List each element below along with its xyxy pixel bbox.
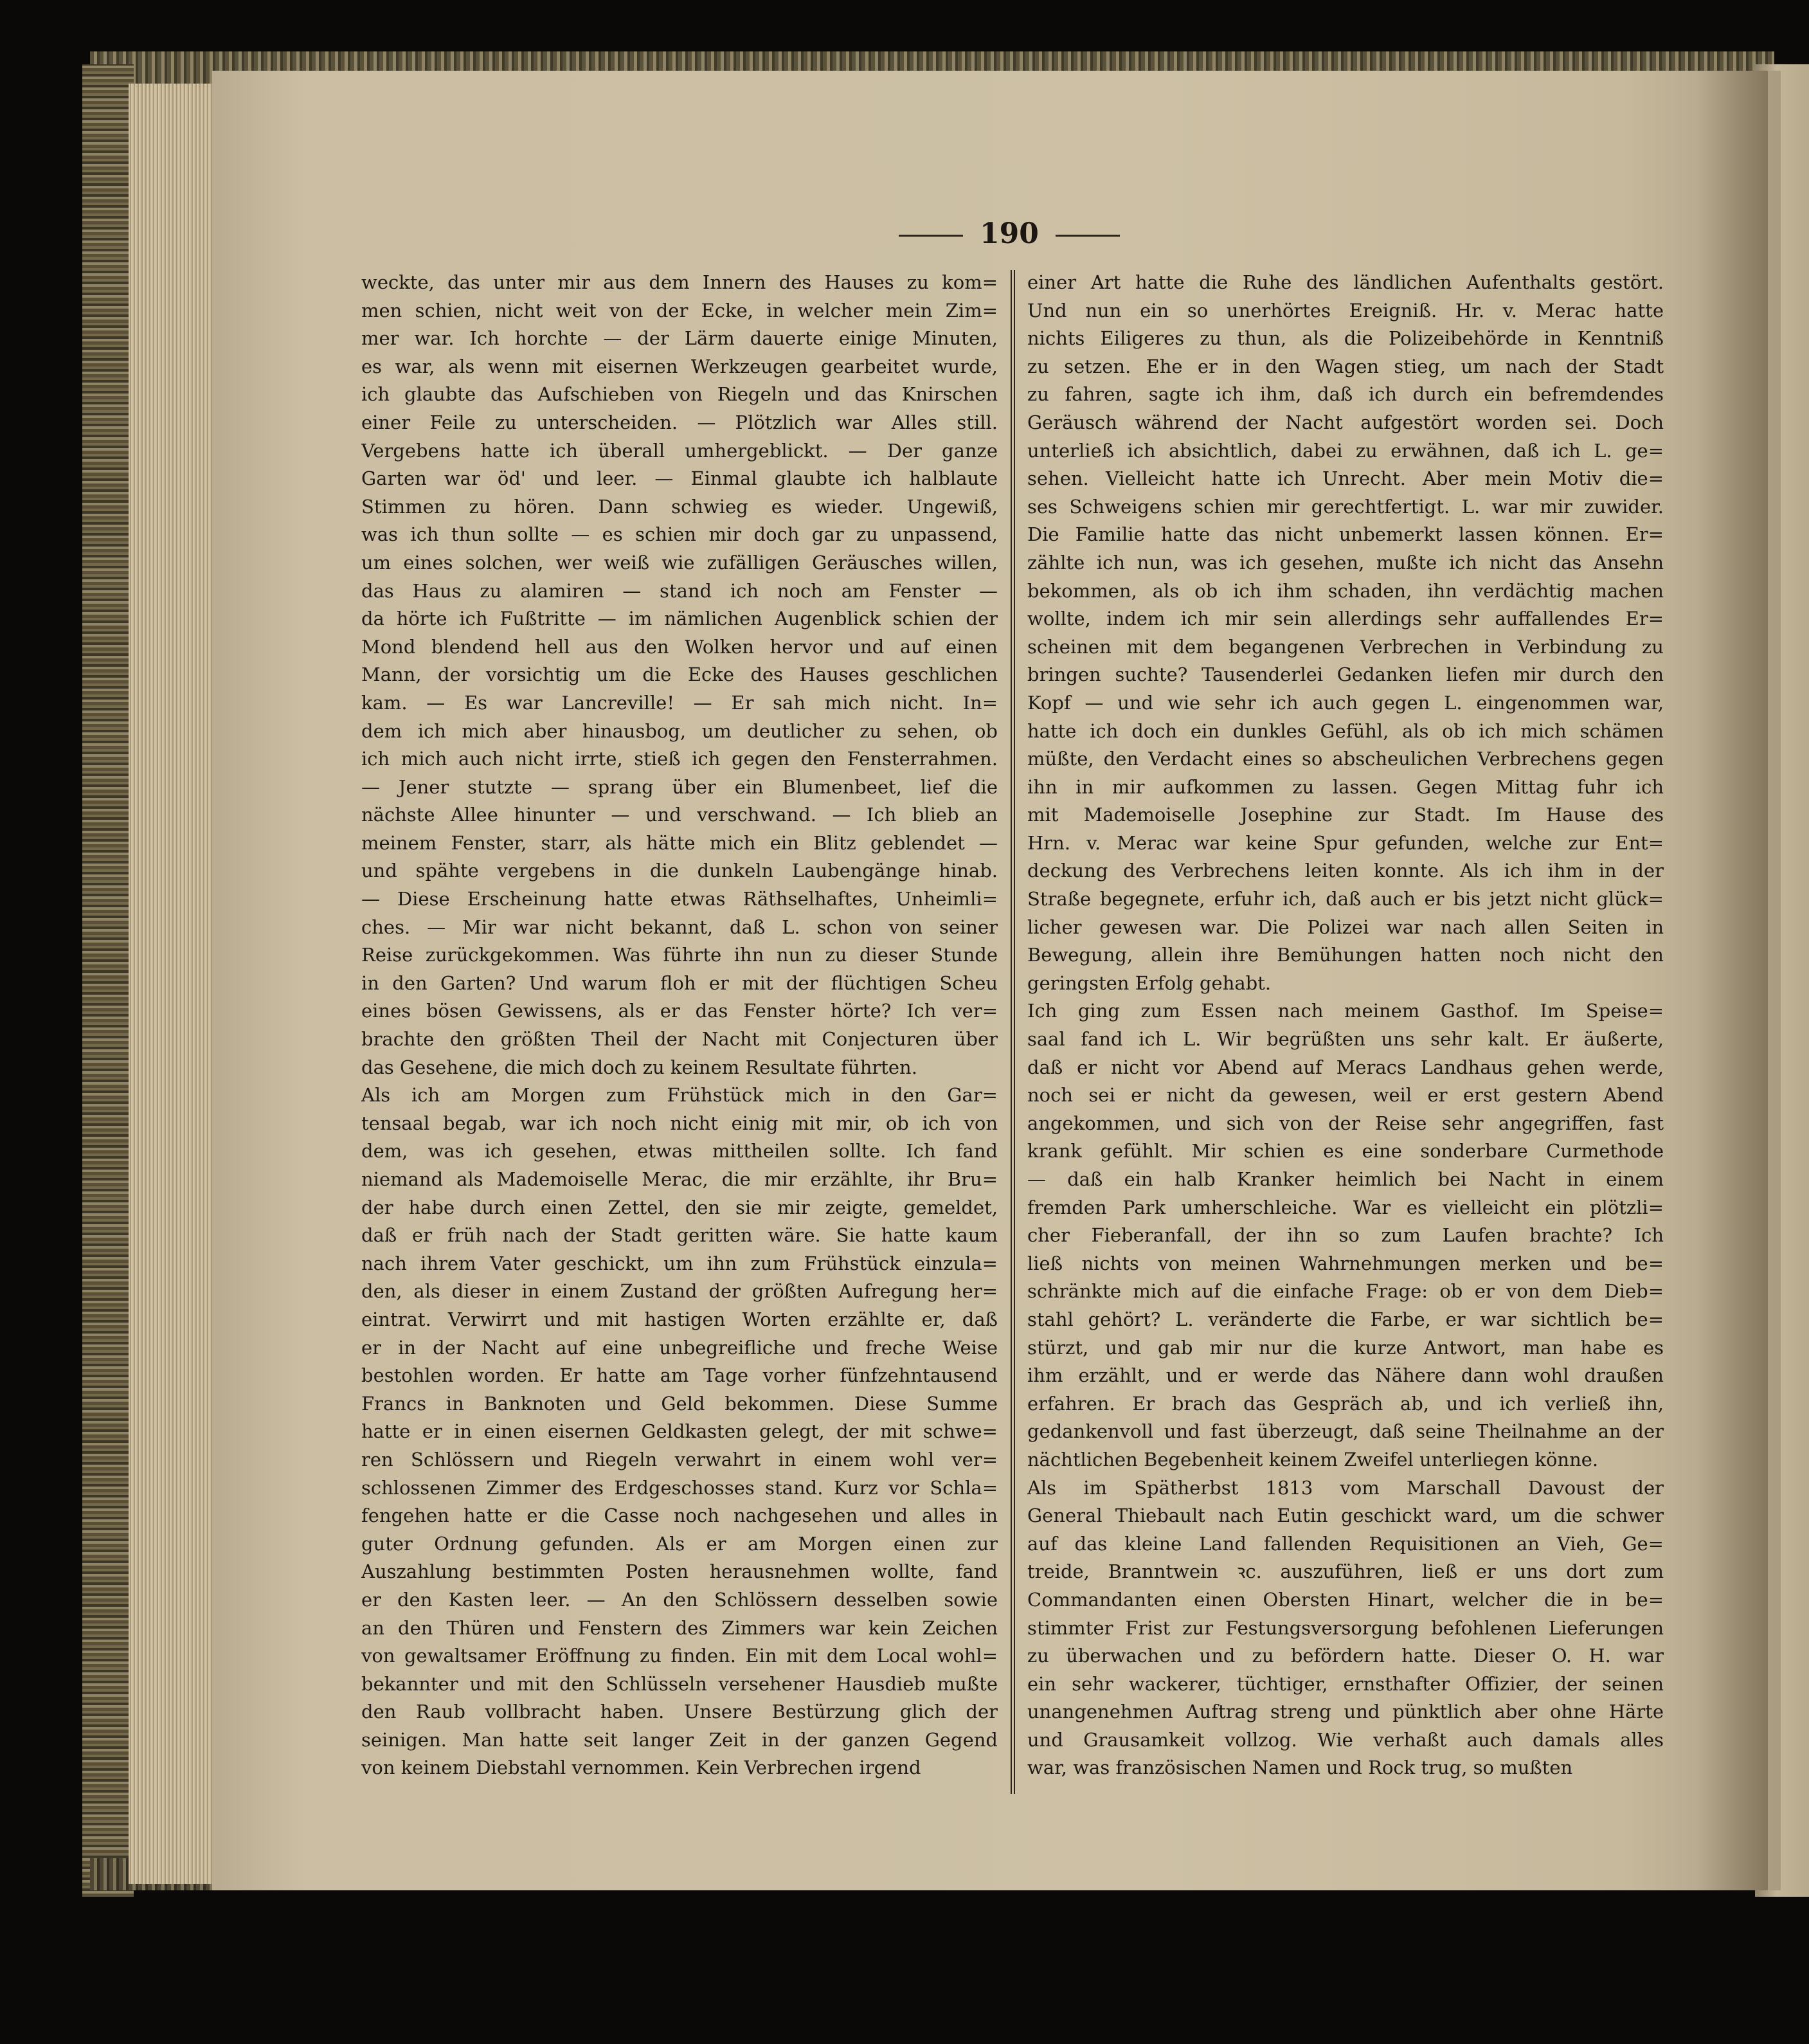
text-line: daß er früh nach der Stadt geritten wäre. Sie hatte kaum bbox=[361, 1224, 998, 1247]
text-line: mit Mademoiselle Josephine zur Stadt. Im Hause des bbox=[1027, 804, 1664, 826]
text-line: weckte, das unter mir aus dem Innern des Hauses zu kom= bbox=[361, 271, 998, 293]
text-line: Und nun ein so unerhörtes Ereigniß. Hr. v. Merac hatte bbox=[1027, 299, 1664, 321]
text-line: Reise zurückgekommen. Was führte ihn nun zu dieser Stunde bbox=[361, 944, 998, 966]
text-line: brachte den größten Theil der Nacht mit Conjecturen über bbox=[361, 1028, 998, 1051]
header-rule-right bbox=[1056, 235, 1120, 237]
text-line: nächtlichen Begebenheit keinem Zweifel unterliegen könne. bbox=[1027, 1448, 1599, 1470]
text-line: ließ nichts von meinen Wahrnehmungen merken und be= bbox=[1027, 1252, 1664, 1274]
text-line: einer Feile zu unterscheiden. — Plötzlich war Alles still. bbox=[361, 411, 998, 433]
text-line: General Thiebault nach Eutin geschickt ward, um die schwer bbox=[1027, 1505, 1664, 1527]
text-line: Auszahlung bestimmten Posten herausnehmen wollte, fand bbox=[361, 1560, 998, 1583]
text-line: krank gefühlt. Mir schien es eine sonderbare Curmethode bbox=[1027, 1140, 1664, 1162]
text-line: ich glaubte das Aufschieben von Riegeln und das Knirschen bbox=[361, 383, 998, 406]
text-line: geringsten Erfolg gehabt. bbox=[1027, 972, 1272, 994]
text-line: Stimmen zu hören. Dann schwieg es wieder. Ungewiß, bbox=[361, 495, 998, 518]
text-line: — daß ein halb Kranker heimlich bei Nacht in einem bbox=[1027, 1168, 1664, 1190]
text-line: bringen suchte? Tausenderlei Gedanken liefen mir durch den bbox=[1027, 664, 1664, 686]
text-line: bekannter und mit den Schlüsseln versehener Hausdieb mußte bbox=[361, 1672, 998, 1695]
text-line: an den Thüren und Fenstern des Zimmers war kein Zeichen bbox=[361, 1616, 998, 1639]
text-line: den, als dieser in einem Zustand der größten Aufregung her= bbox=[361, 1280, 998, 1303]
text-line: daß er nicht vor Abend auf Meracs Landhaus gehen werde, bbox=[1027, 1056, 1664, 1078]
text-line: wollte, indem ich mir sein allerdings sehr auffallendes Er= bbox=[1027, 608, 1664, 630]
text-line: Geräusch während der Nacht aufgestört worden sei. Doch bbox=[1027, 411, 1664, 433]
text-line: müßte, den Verdacht eines so abscheulichen Verbrechens gegen bbox=[1027, 748, 1664, 770]
text-line: dem, was ich gesehen, etwas mittheilen sollte. Ich fand bbox=[361, 1140, 998, 1162]
text-line: — Diese Erscheinung hatte etwas Räthselhaftes, Unheimli= bbox=[361, 888, 998, 910]
text-line: eintrat. Verwirrt und mit hastigen Worten erzählte er, daß bbox=[361, 1308, 998, 1330]
text-line: auf das kleine Land fallenden Requisitionen an Vieh, Ge= bbox=[1027, 1532, 1664, 1555]
text-line: Mann, der vorsichtig um die Ecke des Hauses geschlichen bbox=[361, 664, 998, 686]
text-line: hatte er in einen eisernen Geldkasten gelegt, der mit schwe= bbox=[361, 1420, 998, 1443]
text-line: von keinem Diebstahl vernommen. Kein Verbrechen irgend bbox=[361, 1757, 921, 1779]
text-line: ses Schweigens schien mir gerechtfertigt. L. war mir zuwider. bbox=[1027, 495, 1664, 518]
text-line: noch sei er nicht da gewesen, weil er erst gestern Abend bbox=[1027, 1084, 1664, 1107]
text-line: stahl gehört? L. veränderte die Farbe, er war sichtlich be= bbox=[1027, 1308, 1664, 1330]
text-line: schränkte mich auf die einfache Frage: ob er von dem Dieb= bbox=[1027, 1280, 1664, 1303]
text-line: meinem Fenster, starr, als hätte mich ein Blitz geblendet — bbox=[361, 831, 998, 854]
text-line: von gewaltsamer Eröffnung zu finden. Ein mit dem Local wohl= bbox=[361, 1645, 998, 1667]
text-line: in den Garten? Und warum floh er mit der flüchtigen Scheu bbox=[361, 972, 998, 994]
text-line: und Grausamkeit vollzog. Wie verhaßt auch damals alles bbox=[1027, 1728, 1664, 1751]
text-line: erfahren. Er brach das Gespräch ab, und ich verließ ihn, bbox=[1027, 1392, 1664, 1415]
text-column-left bbox=[361, 269, 998, 1782]
text-line: fengehen hatte er die Casse noch nachgesehen und alles in bbox=[361, 1505, 998, 1527]
text-line: Kopf — und wie sehr ich auch gegen L. eingenommen war, bbox=[1027, 691, 1664, 714]
text-line: das Haus zu alamiren — stand ich noch am Fenster — bbox=[361, 579, 998, 602]
text-line: was ich thun sollte — es schien mir doch gar zu unpassend, bbox=[361, 523, 998, 546]
text-line: fremden Park umherschleiche. War es vielleicht ein plötzli= bbox=[1027, 1196, 1664, 1218]
column-divider bbox=[1011, 270, 1015, 1794]
text-line: es war, als wenn mit eisernen Werkzeugen gearbeitet wurde, bbox=[361, 355, 998, 377]
text-line: nächste Allee hinunter — und verschwand. — Ich blieb an bbox=[361, 804, 998, 826]
text-line: Francs in Banknoten und Geld bekommen. Diese Summe bbox=[361, 1392, 998, 1415]
text-line: niemand als Mademoiselle Merac, die mir erzählte, ihr Bru= bbox=[361, 1168, 998, 1190]
text-line: Als ich am Morgen zum Frühstück mich in den Gar= bbox=[361, 1084, 998, 1107]
page-stack-edges bbox=[129, 84, 219, 1884]
page-header bbox=[881, 217, 1138, 256]
text-line: zu überwachen und zu befördern hatte. Dieser O. H. war bbox=[1027, 1645, 1664, 1667]
text-line: Commandanten einen Obersten Hinart, welcher die in be= bbox=[1027, 1588, 1664, 1611]
text-line: nichts Eiligeres zu thun, als die Polizeibehörde in Kenntniß bbox=[1027, 327, 1664, 350]
text-line: zu setzen. Ehe er in den Wagen stieg, um nach der Stadt bbox=[1027, 355, 1664, 377]
text-line: und spähte vergebens in die dunkeln Laubengänge hinab. bbox=[361, 860, 998, 882]
text-line: ches. — Mir war nicht bekannt, daß L. schon von seiner bbox=[361, 916, 998, 938]
text-line: unangenehmen Auftrag streng und pünktlich aber ohne Härte bbox=[1027, 1701, 1664, 1723]
text-line: der habe durch einen Zettel, den sie mir zeigte, gemeldet, bbox=[361, 1196, 998, 1218]
text-line: er den Kasten leer. — An den Schlössern desselben sowie bbox=[361, 1588, 998, 1611]
text-line: hatte ich doch ein dunkles Gefühl, als ob ich mich schämen bbox=[1027, 719, 1664, 742]
text-line: eines bösen Gewissens, als er das Fenster hörte? Ich ver= bbox=[361, 1000, 998, 1022]
text-line: um eines solchen, wer weiß wie zufälligen Geräusches willen, bbox=[361, 551, 998, 574]
text-line: er in der Nacht auf eine unbegreifliche und freche Weise bbox=[361, 1336, 998, 1359]
text-line: nach ihrem Vater geschickt, um ihn zum Frühstück einzula= bbox=[361, 1252, 998, 1274]
text-line: Hrn. v. Merac war keine Spur gefunden, welche zur Ent= bbox=[1027, 831, 1664, 854]
text-line: saal fand ich L. Wir begrüßten uns sehr kalt. Er äußerte, bbox=[1027, 1028, 1664, 1051]
text-line: einer Art hatte die Ruhe des ländlichen Aufenthalts gestört. bbox=[1027, 271, 1664, 293]
text-line: ich mich auch nicht irrte, stieß ich gegen den Fensterrahmen. bbox=[361, 748, 998, 770]
text-line: mer war. Ich horchte — der Lärm dauerte einige Minuten, bbox=[361, 327, 998, 350]
text-line: licher gewesen war. Die Polizei war nach allen Seiten in bbox=[1027, 916, 1664, 938]
text-line: — Jener stutzte — sprang über ein Blumenbeet, lief die bbox=[361, 775, 998, 798]
text-line: zählte ich nun, was ich gesehen, mußte ich nicht das Ansehn bbox=[1027, 551, 1664, 574]
text-line: zu fahren, sagte ich ihm, daß ich durch ein befremdendes bbox=[1027, 383, 1664, 406]
header-rule-left bbox=[899, 235, 963, 237]
text-line: treide, Branntwein ꝛc. auszuführen, ließ er uns dort zum bbox=[1027, 1560, 1664, 1583]
text-line: ihm erzählt, und er werde das Nähere dann wohl draußen bbox=[1027, 1364, 1664, 1387]
text-line: den Raub vollbracht haben. Unsere Bestürzung glich der bbox=[361, 1701, 998, 1723]
text-line: Bewegung, allein ihre Bemühungen hatten noch nicht den bbox=[1027, 944, 1664, 966]
text-line: stimmter Frist zur Festungsversorgung befohlenen Lieferungen bbox=[1027, 1616, 1664, 1639]
text-line: Die Familie hatte das nicht unbemerkt lassen können. Er= bbox=[1027, 523, 1664, 546]
text-line: bekommen, als ob ich ihm schaden, ihn verdächtig machen bbox=[1027, 579, 1664, 602]
text-line: stürzt, und gab mir nur die kurze Antwort, man habe es bbox=[1027, 1336, 1664, 1359]
text-line: ren Schlössern und Riegeln verwahrt in einem wohl ver= bbox=[361, 1448, 998, 1470]
text-line: Straße begegnete, erfuhr ich, daß auch er bis jetzt nicht glück= bbox=[1027, 888, 1664, 910]
text-line: dem ich mich aber hinausbog, um deutlicher zu sehen, ob bbox=[361, 719, 998, 742]
text-line: gedankenvoll und fast überzeugt, daß seine Theilnahme an der bbox=[1027, 1420, 1664, 1443]
text-line: kam. — Es war Lancreville! — Er sah mich nicht. In= bbox=[361, 691, 998, 714]
text-line: bestohlen worden. Er hatte am Tage vorher fünfzehntausend bbox=[361, 1364, 998, 1387]
text-line: Garten war öd' und leer. — Einmal glaubte ich halblaute bbox=[361, 467, 998, 490]
text-line: angekommen, und sich von der Reise sehr angegriffen, fast bbox=[1027, 1112, 1664, 1134]
text-line: men schien, nicht weit von der Ecke, in welcher mein Zim= bbox=[361, 299, 998, 321]
text-line: ein sehr wackerer, tüchtiger, ernsthafter Offizier, der seinen bbox=[1027, 1672, 1664, 1695]
text-line: tensaal begab, war ich noch nicht einig mit mir, ob ich von bbox=[361, 1112, 998, 1134]
gutter-shadow bbox=[1697, 71, 1768, 1890]
text-line: schlossenen Zimmer des Erdgeschosses stand. Kurz vor Schla= bbox=[361, 1476, 998, 1499]
text-column-right bbox=[1027, 269, 1664, 1782]
text-line: Vergebens hatte ich überall umhergeblickt. — Der ganze bbox=[361, 439, 998, 462]
text-line: deckung des Verbrechens leiten konnte. Als ich ihm in der bbox=[1027, 860, 1664, 882]
text-line: scheinen mit dem begangenen Verbrechen in Verbindung zu bbox=[1027, 635, 1664, 658]
text-line: ihn in mir aufkommen zu lassen. Gegen Mittag fuhr ich bbox=[1027, 775, 1664, 798]
text-line: Ich ging zum Essen nach meinem Gasthof. Im Speise= bbox=[1027, 1000, 1664, 1022]
text-line: war, was französischen Namen und Rock trug, so mußten bbox=[1027, 1757, 1573, 1779]
book-cover-left-edge bbox=[82, 64, 134, 1897]
text-line: Mond blendend hell aus den Wolken hervor und auf einen bbox=[361, 635, 998, 658]
text-line: guter Ordnung gefunden. Als er am Morgen einen zur bbox=[361, 1532, 998, 1555]
page-number: 190 bbox=[980, 217, 1039, 250]
text-line: unterließ ich absichtlich, dabei zu erwähnen, daß ich L. ge= bbox=[1027, 439, 1664, 462]
text-line: das Gesehene, die mich doch zu keinem Resultate führten. bbox=[361, 1056, 917, 1078]
text-line: sehen. Vielleicht hatte ich Unrecht. Aber mein Motiv die= bbox=[1027, 467, 1664, 490]
text-line: seinigen. Man hatte seit langer Zeit in der ganzen Gegend bbox=[361, 1728, 998, 1751]
text-line: Als im Spätherbst 1813 vom Marschall Davoust der bbox=[1027, 1476, 1664, 1499]
text-line: cher Fieberanfall, der ihn so zum Laufen brachte? Ich bbox=[1027, 1224, 1664, 1247]
text-line: da hörte ich Fußtritte — im nämlichen Augenblick schien der bbox=[361, 608, 998, 630]
